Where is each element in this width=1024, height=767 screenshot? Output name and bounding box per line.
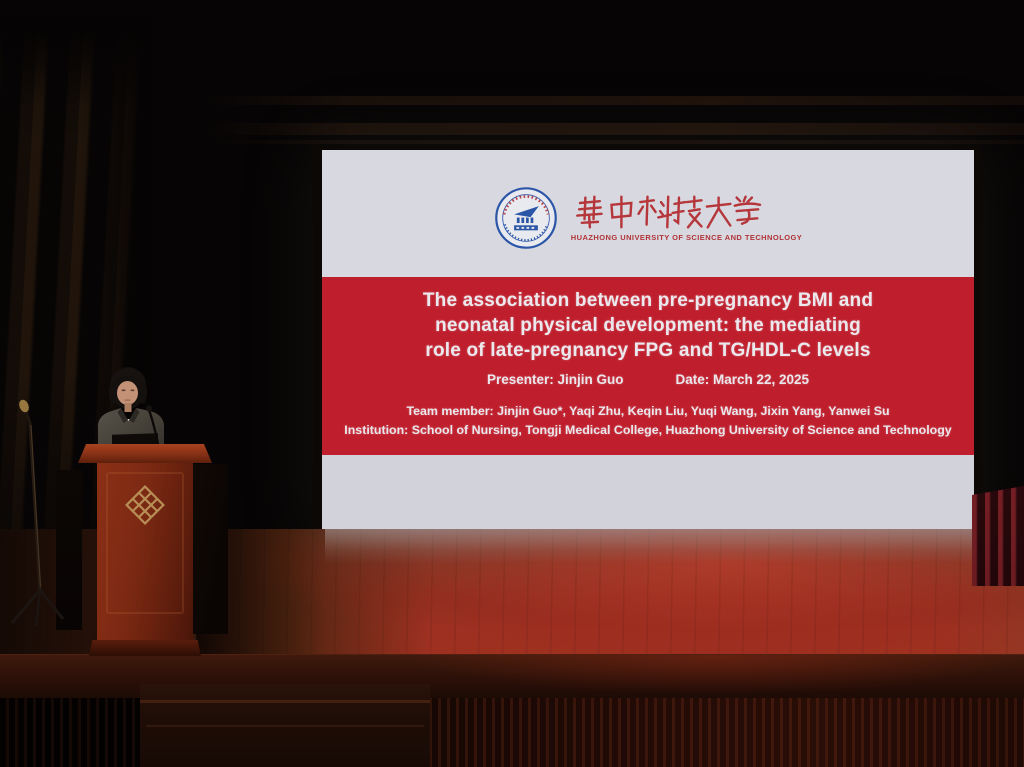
slide-title [322, 288, 974, 363]
team-block [322, 402, 974, 440]
podium [78, 444, 212, 656]
podium-microphone [140, 402, 170, 450]
title-line-2: neonatal physical development: the mediating [435, 315, 861, 336]
step-edge [140, 700, 430, 703]
projection-screen [313, 146, 981, 542]
university-english-name: HUAZHONG UNIVERSITY OF SCIENCE AND TECHNOLOGY [570, 232, 803, 242]
stage-steps [140, 684, 430, 767]
university-chinese-name [571, 194, 769, 230]
gooseneck-mic-icon [140, 402, 170, 450]
university-seal-icon [494, 186, 558, 250]
podium-lattice-emblem [125, 485, 165, 525]
stage-rigging-batten [0, 123, 1024, 135]
presenter-row [322, 372, 974, 387]
slide-title-banner [322, 277, 974, 455]
podium-body [97, 463, 193, 640]
team-members-line: Team member: Jinjin Guo*, Yaqi Zhu, Keqin Liu, Yuqi Wang, Jixin Yang, Yanwei Su [406, 404, 890, 418]
university-name-block [571, 194, 803, 242]
title-line-1: The association between pre-pregnancy BMI and [422, 290, 874, 311]
university-logo [494, 186, 803, 250]
stage-rigging-batten [0, 140, 1024, 144]
slide-header [322, 150, 974, 277]
screen-reflection [325, 529, 973, 563]
date-label: Date: March 22, 2025 [675, 372, 810, 387]
podium-base [89, 640, 201, 656]
podium-top-rim [78, 444, 212, 463]
step-edge [146, 725, 424, 727]
stage-rigging-batten [0, 96, 1024, 105]
presenter-label: Presenter: Jinjin Guo [486, 372, 624, 387]
microphone-stand [0, 395, 72, 635]
institution-line: Institution: School of Nursing, Tongji Medical College, Huazhong University of Science and Technology [344, 423, 952, 437]
side-table-drape [972, 486, 1024, 586]
presentation-title-slide [322, 150, 974, 530]
stage-front-face [0, 654, 1024, 767]
lattice-emblem-icon [125, 485, 165, 525]
slide-footer [322, 455, 974, 530]
title-line-3: role of late-pregnancy FPG and TG/HDL-C levels [425, 340, 871, 361]
microphone-stand-icon [0, 395, 72, 635]
